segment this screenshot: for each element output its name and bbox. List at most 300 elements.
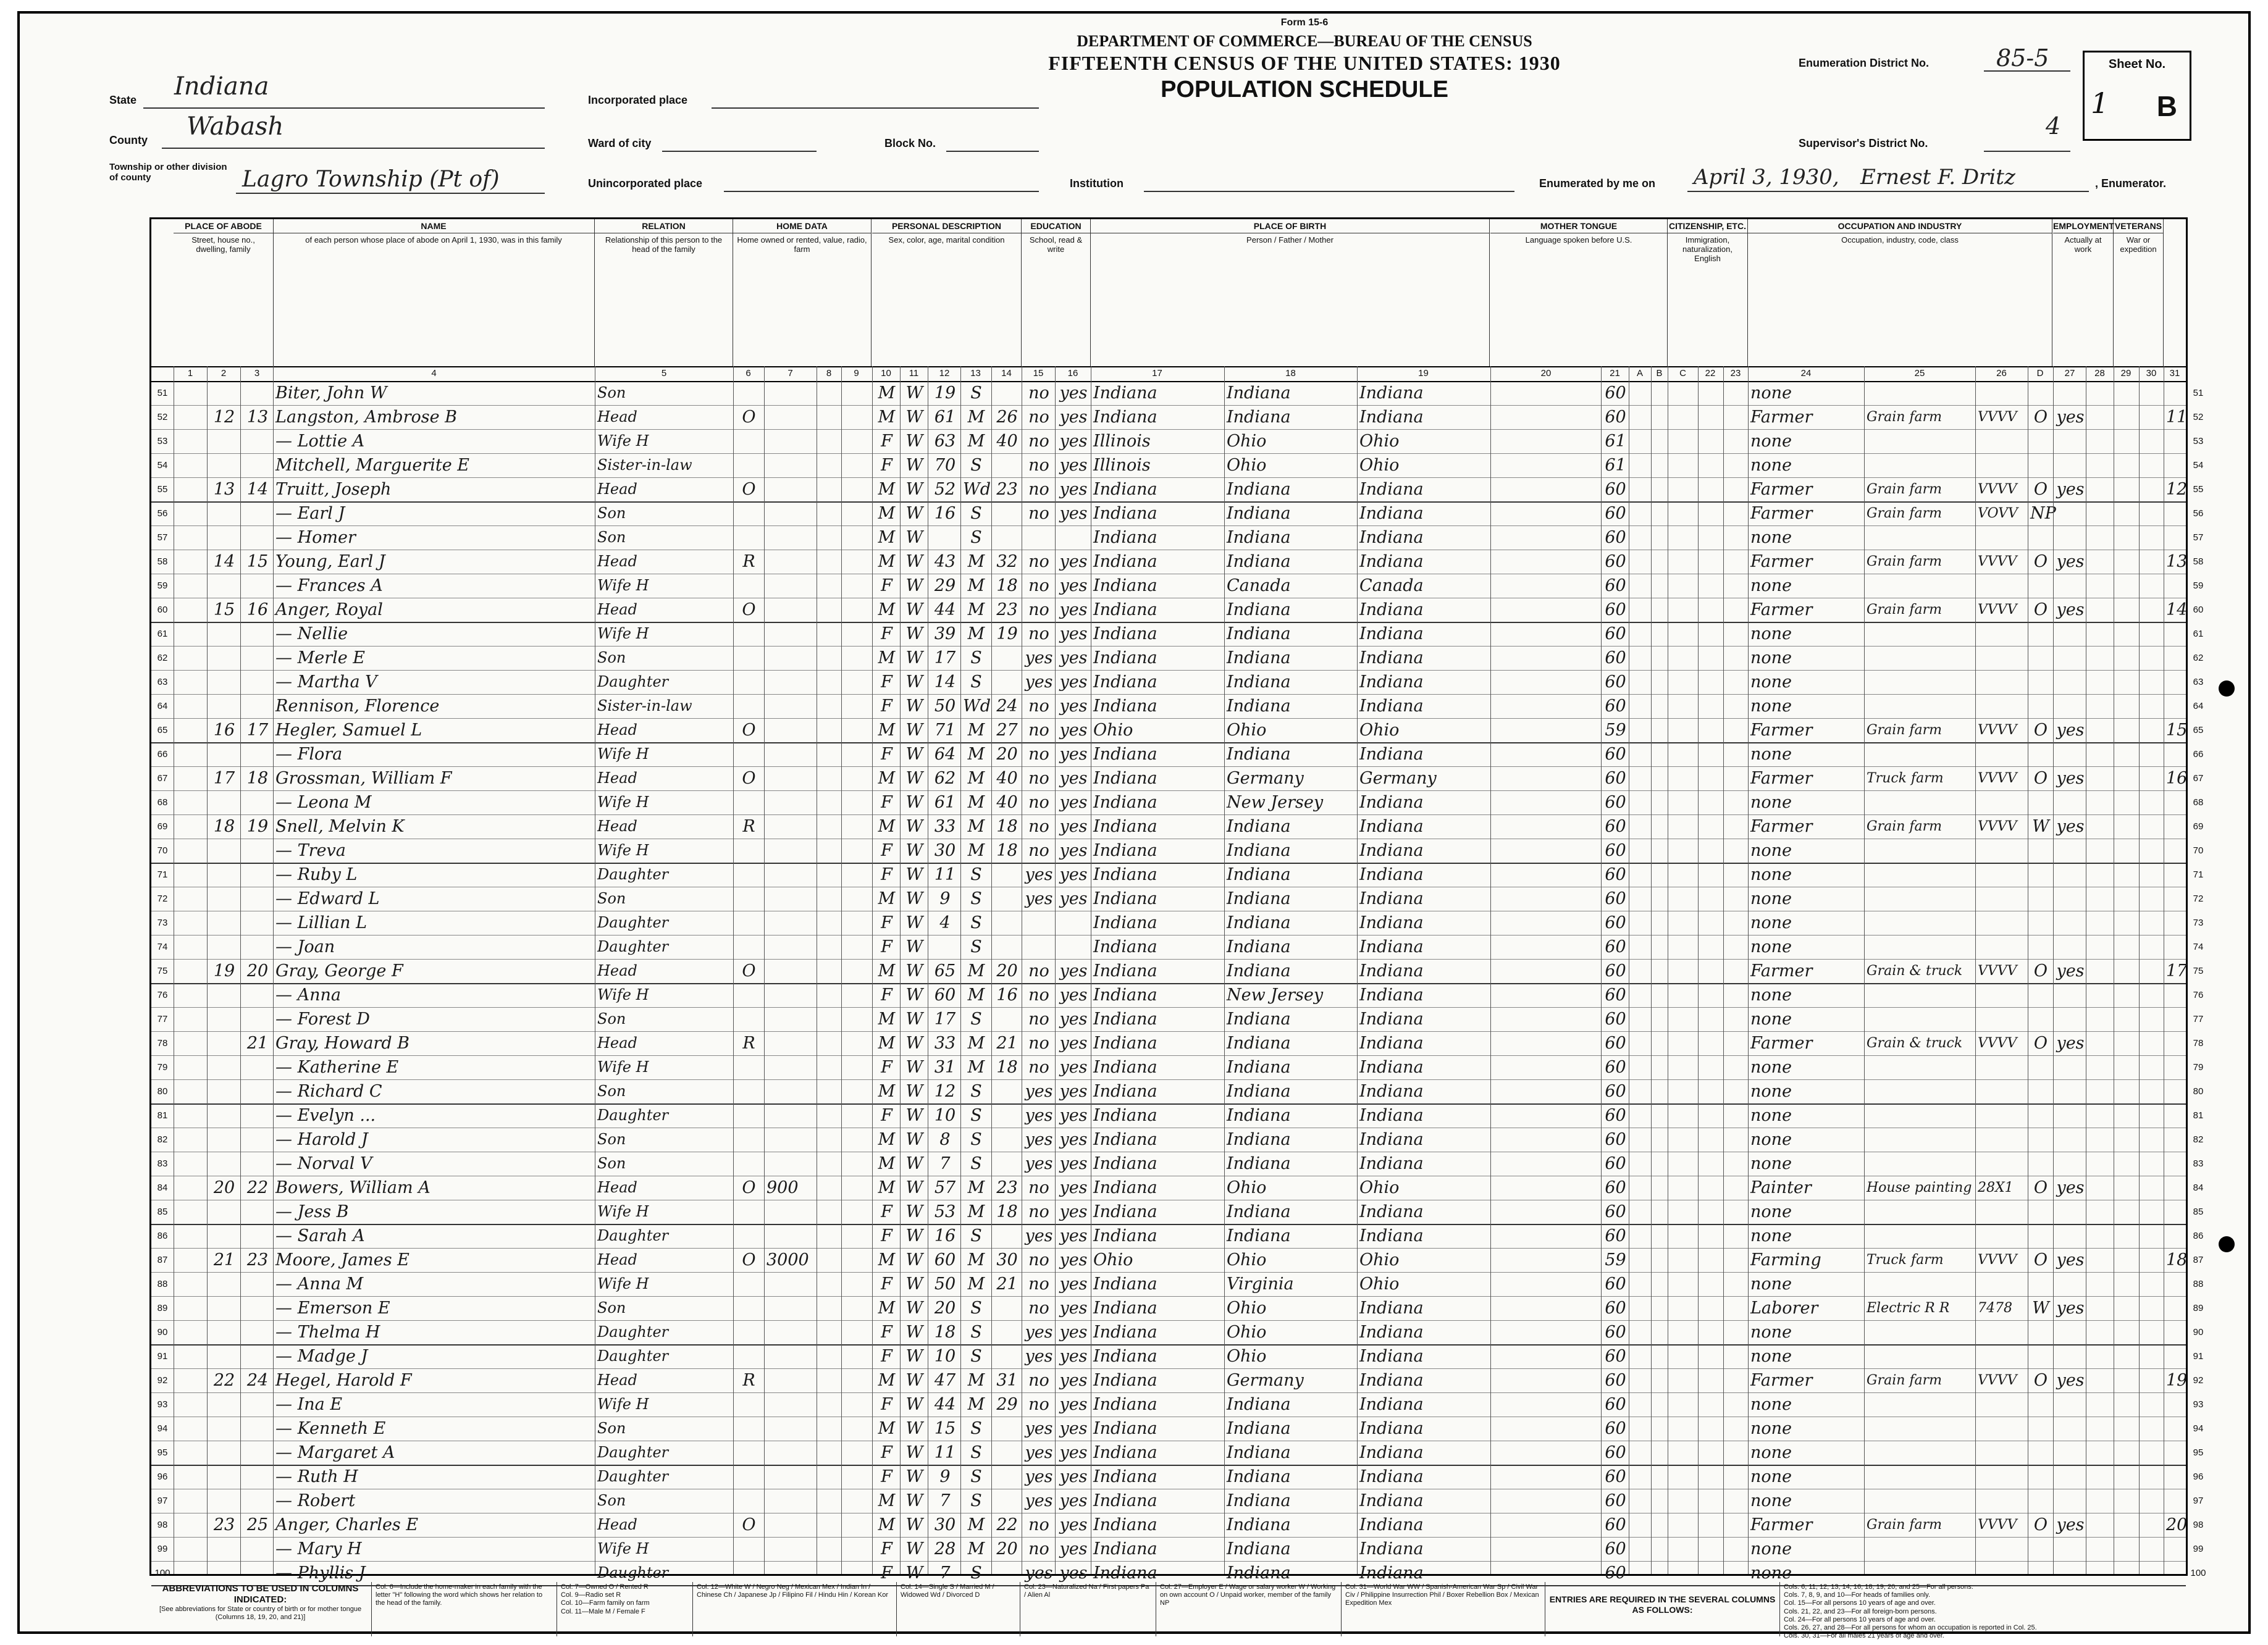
line-number: 98 (157, 1520, 168, 1530)
cell-own (736, 1489, 762, 1513)
cell-ms (994, 863, 1020, 887)
table-row (151, 574, 2204, 598)
cell-val (766, 574, 815, 598)
cell-read: yes (1059, 1154, 1088, 1173)
cell-sex: M (878, 817, 896, 836)
cell-cls (2030, 1417, 2051, 1441)
column-divider (1651, 366, 1652, 1574)
line-number-right: 52 (2193, 412, 2204, 422)
cell-ind (1867, 1537, 1974, 1561)
column-divider (1864, 366, 1865, 1574)
cell-mar: S (970, 1130, 982, 1149)
table-row (151, 1079, 2204, 1105)
cell-ms: 19 (996, 624, 1018, 643)
cell-dw (209, 525, 239, 550)
cell-mpob: Indiana (1359, 1563, 1424, 1583)
punch-hole (2219, 680, 2235, 697)
cell-color: W (905, 1443, 923, 1462)
cell-ind (1867, 911, 1974, 935)
cell-code: 60 (1605, 1371, 1626, 1390)
column-divider (1490, 366, 1491, 1574)
cell-occ: none (1750, 937, 1792, 956)
cell-name: Rennison, Florence (275, 697, 440, 716)
cell-farm (2166, 1296, 2185, 1320)
line-number-right: 58 (2193, 556, 2204, 567)
column-divider (1748, 366, 1749, 1574)
column-divider (273, 366, 274, 1574)
cell-fpob: Indiana (1227, 1491, 1291, 1510)
cell-ind (1867, 1128, 1974, 1152)
cell-mar: S (970, 1010, 982, 1029)
cell-pob: Indiana (1093, 408, 1157, 427)
cell-read: yes (1059, 1299, 1088, 1318)
abbrev-note: [See abbreviations for State or country of birth or for mother tongue (Columns 18, 19, 20, and 21)] (159, 1605, 362, 1622)
cell-age: 14 (934, 672, 956, 692)
cell-work (2056, 1441, 2085, 1465)
cell-mpob: Ohio (1359, 1250, 1400, 1270)
cell-rel: Son (597, 649, 626, 666)
cell-sex: M (878, 480, 896, 499)
cell-code: 60 (1605, 408, 1626, 427)
cell-fpob: Canada (1227, 576, 1291, 595)
line-number: 89 (157, 1303, 168, 1313)
cell-read: yes (1059, 624, 1088, 643)
cell-farm (2166, 1007, 2185, 1031)
cell-work: yes (2056, 961, 2085, 981)
cell-ocode: VVVV (1978, 1252, 2017, 1268)
column-group-description: Home owned or rented, value, radio, farm (737, 235, 867, 254)
cell-farm (2166, 1489, 2185, 1513)
line-number: 85 (157, 1207, 168, 1217)
cell-color: W (905, 961, 923, 981)
cell-dw: 20 (213, 1178, 235, 1197)
cell-sex: F (881, 672, 892, 692)
cell-mpob: Indiana (1359, 1395, 1424, 1414)
cell-ms (994, 1441, 1020, 1465)
cell-ind (1867, 646, 1974, 670)
cell-farm (2166, 1152, 2185, 1176)
cell-own (736, 1441, 762, 1465)
cell-val (766, 1103, 815, 1128)
cell-code: 60 (1605, 1443, 1626, 1462)
enumerated-date: April 3, 1930, (1694, 165, 1839, 190)
cell-sex: F (881, 1323, 892, 1342)
cell-name: — Lottie A (275, 432, 365, 451)
cell-val (766, 405, 815, 429)
line-number-right: 67 (2193, 773, 2204, 784)
cell-name: — Anna M (275, 1275, 364, 1294)
cell-pob: Indiana (1093, 648, 1157, 668)
schedule-title: POPULATION SCHEDULE (1161, 77, 1448, 103)
cell-mpob: Indiana (1359, 817, 1424, 836)
cell-fam: 17 (246, 721, 269, 740)
cell-sch: yes (1025, 1082, 1053, 1101)
cell-pob: Indiana (1093, 1419, 1157, 1438)
cell-cls (2030, 1441, 2051, 1465)
census-sheet (17, 11, 2251, 1640)
column-number: B (1656, 368, 1663, 379)
column-number: 10 (881, 368, 891, 379)
cell-work: yes (2056, 769, 2085, 788)
cell-name: Hegler, Samuel L (275, 721, 422, 740)
cell-ocode (1978, 646, 2026, 670)
cell-rel: Head (597, 1516, 637, 1533)
cell-color: W (905, 1539, 923, 1559)
col14-note: Col. 14—Single S / Married M / Widowed Wd / Divorced D (897, 1582, 1020, 1636)
line-number-right: 81 (2193, 1110, 2204, 1121)
cell-ocode (1978, 1152, 2026, 1176)
line-number: 99 (157, 1544, 168, 1554)
cell-read: yes (1059, 769, 1088, 788)
cell-fam (243, 1344, 272, 1368)
cell-fam (243, 887, 272, 911)
cell-sex: M (878, 1010, 896, 1029)
cell-fam (243, 453, 272, 477)
column-number: C (1679, 368, 1686, 379)
line-number-right: 98 (2193, 1520, 2204, 1530)
cell-occ: Farmer (1750, 552, 1813, 571)
cell-work (2056, 1417, 2085, 1441)
column-number: 14 (1001, 368, 1012, 379)
cell-code: 60 (1605, 841, 1626, 860)
cell-val (766, 1128, 815, 1152)
table-row (151, 1537, 2204, 1562)
cell-code: 60 (1605, 793, 1626, 812)
cell-mpob: Indiana (1359, 697, 1424, 716)
cell-age: 16 (934, 504, 956, 523)
cell-val (766, 1320, 815, 1344)
cell-age: 50 (934, 697, 956, 716)
cell-ind: House painting (1867, 1180, 1972, 1195)
cell-mpob: Indiana (1359, 504, 1424, 523)
cell-ind (1867, 863, 1974, 887)
cell-mar: S (970, 1226, 982, 1245)
cell-ms (994, 670, 1020, 694)
cell-mpob: Indiana (1359, 1419, 1424, 1438)
cell-ocode (1978, 887, 2026, 911)
cell-cls (2030, 670, 2051, 694)
cell-val (766, 983, 815, 1007)
cell-ms: 29 (996, 1395, 1018, 1414)
cell-mar: M (967, 1058, 985, 1077)
cell-code: 60 (1605, 1395, 1626, 1414)
census-table (149, 217, 2206, 1583)
cell-read: yes (1059, 1202, 1088, 1221)
cell-age: 19 (934, 383, 956, 403)
cell-own (736, 1079, 762, 1103)
cell-ms (994, 1224, 1020, 1248)
cell-ind (1867, 1489, 1974, 1513)
cell-ms: 23 (996, 480, 1018, 499)
cell-ind (1867, 1417, 1974, 1441)
enumerated-label: Enumerated by me on (1539, 177, 1656, 190)
cell-sch: no (1028, 1299, 1049, 1318)
cell-ocode (1978, 742, 2026, 766)
cell-work (2056, 1128, 2085, 1152)
cell-fpob: Ohio (1227, 1250, 1267, 1270)
cell-work (2056, 525, 2085, 550)
cell-ocode (1978, 453, 2026, 477)
cell-age: 20 (934, 1299, 956, 1318)
line-number: 86 (157, 1231, 168, 1241)
cell-ms: 20 (996, 745, 1018, 764)
cell-dw (209, 1441, 239, 1465)
cell-fpob: Indiana (1227, 480, 1291, 499)
cell-ms: 20 (996, 1539, 1018, 1559)
cell-ocode (1978, 1441, 2026, 1465)
cell-val (766, 477, 815, 501)
cell-code: 60 (1605, 1563, 1626, 1583)
cell-ind (1867, 381, 1974, 405)
cell-val (766, 453, 815, 477)
cell-fpob: Indiana (1227, 1202, 1291, 1221)
cell-dw (209, 670, 239, 694)
cell-val (766, 742, 815, 766)
line-number-right: 93 (2193, 1399, 2204, 1410)
cell-read: yes (1059, 986, 1088, 1005)
cell-fpob: Indiana (1227, 648, 1291, 668)
cell-ocode: VVVV (1978, 722, 2017, 738)
cell-sex: M (878, 408, 896, 427)
cell-age: 57 (934, 1178, 956, 1197)
cell-pob: Ohio (1093, 1250, 1133, 1270)
cell-rel: Son (597, 1131, 626, 1148)
line-number: 56 (157, 508, 168, 519)
table-row (151, 1176, 2204, 1200)
table-row (151, 1513, 2204, 1538)
column-divider (991, 366, 992, 1574)
cell-fpob: Indiana (1227, 817, 1291, 836)
cell-fam: 14 (246, 480, 269, 499)
cell-ocode (1978, 1007, 2026, 1031)
supervisor-district-value: 4 (2046, 112, 2061, 140)
cell-age: 30 (934, 841, 956, 860)
cell-ocode: VVVV (1978, 771, 2017, 786)
line-number: 83 (157, 1158, 168, 1169)
cell-read (1057, 935, 1090, 959)
form-number: Form 15-6 (1280, 17, 1329, 28)
column-number: 3 (254, 368, 260, 379)
cell-sch: yes (1025, 672, 1053, 692)
cell-age: 7 (939, 1154, 951, 1173)
cell-farm (2166, 1344, 2185, 1368)
cell-farm: 12 (2166, 480, 2188, 499)
cell-ocode: VVVV (1978, 819, 2017, 834)
cell-occ: none (1750, 1226, 1792, 1245)
cell-read: yes (1059, 1491, 1088, 1510)
cell-ms: 30 (996, 1250, 1018, 1270)
cell-read: yes (1059, 432, 1088, 451)
cell-work (2056, 1465, 2085, 1489)
cell-rel: Head (597, 480, 637, 498)
cell-color: W (905, 648, 923, 668)
column-number: 30 (2146, 368, 2157, 379)
line-number: 52 (157, 412, 168, 422)
cell-code: 60 (1605, 1178, 1626, 1197)
cell-color: W (905, 793, 923, 812)
cell-mar: M (967, 1395, 985, 1414)
cell-val (766, 646, 815, 670)
cell-sch: no (1028, 624, 1049, 643)
cell-fpob: Indiana (1227, 697, 1291, 716)
table-row (151, 1344, 2204, 1369)
cell-sch: no (1028, 408, 1049, 427)
cell-name: Moore, James E (275, 1250, 410, 1270)
cell-name: — Ina E (275, 1395, 343, 1414)
cell-fam (243, 501, 272, 525)
cell-ms (994, 887, 1020, 911)
cell-sch: no (1028, 1275, 1049, 1294)
cell-farm (2166, 1079, 2185, 1103)
cell-mar: S (970, 889, 982, 908)
table-row (151, 718, 2204, 743)
cell-read: yes (1059, 1250, 1088, 1270)
cell-mpob: Indiana (1359, 528, 1424, 547)
cell-mar: S (970, 1106, 982, 1125)
cell-own: O (742, 961, 756, 981)
table-row (151, 1441, 2204, 1466)
cell-name: — Norval V (275, 1154, 372, 1173)
cell-ocode (1978, 670, 2026, 694)
cell-pob: Indiana (1093, 624, 1157, 643)
cell-occ: none (1750, 1082, 1792, 1101)
line-number: 72 (157, 894, 168, 904)
cell-ocode: VVVV (1978, 963, 2017, 979)
line-number: 58 (157, 556, 168, 567)
table-row (151, 453, 2204, 478)
cell-mpob: Indiana (1359, 1491, 1424, 1510)
line-number-right: 87 (2193, 1255, 2204, 1265)
cell-ind (1867, 790, 1974, 814)
cell-val (766, 1055, 815, 1079)
cell-mpob: Indiana (1359, 1154, 1424, 1173)
cell-mar: S (970, 672, 982, 692)
line-number-right: 53 (2193, 436, 2204, 446)
cell-read: yes (1059, 1130, 1088, 1149)
cell-ocode (1978, 911, 2026, 935)
line-number: 64 (157, 701, 168, 711)
cell-cls: O (2033, 408, 2048, 427)
cell-ms (994, 911, 1020, 935)
cell-code: 60 (1605, 1491, 1626, 1510)
column-number: 1 (187, 368, 193, 379)
cell-ind: Truck farm (1867, 771, 1944, 786)
cell-name: — Sarah A (275, 1226, 365, 1245)
cell-pob: Indiana (1093, 1491, 1157, 1510)
cell-mar: S (970, 1299, 982, 1318)
column-number: 28 (2094, 368, 2105, 379)
cell-rel: Wife H (597, 625, 649, 642)
cell-color: W (905, 1010, 923, 1029)
cell-fam (243, 1079, 272, 1103)
column-number-row (151, 366, 2186, 382)
column-number: 20 (1540, 368, 1552, 379)
column-number: 2 (220, 368, 227, 379)
cell-occ: none (1750, 1491, 1792, 1510)
cell-sch: yes (1025, 648, 1053, 668)
cell-sex: M (878, 769, 896, 788)
cell-rel: Daughter (597, 1444, 669, 1461)
cell-sex: M (878, 721, 896, 740)
cell-val (766, 814, 815, 839)
cell-occ: none (1750, 1010, 1792, 1029)
cell-code: 60 (1605, 986, 1626, 1005)
cell-sex: F (881, 1058, 892, 1077)
cell-mar: M (967, 432, 985, 451)
table-row (151, 1224, 2204, 1249)
cell-rel: Head (597, 408, 637, 425)
table-row (151, 1031, 2204, 1056)
table-row (151, 959, 2204, 984)
cell-sch: no (1028, 1371, 1049, 1390)
cell-ms: 31 (996, 1371, 1018, 1390)
column-divider (1601, 366, 1602, 1574)
cell-fpob: Indiana (1227, 1082, 1291, 1101)
cell-fpob: Indiana (1227, 841, 1291, 860)
cell-farm (2166, 1417, 2185, 1441)
cell-code: 60 (1605, 889, 1626, 908)
cell-age: 18 (934, 1323, 956, 1342)
cell-sex: F (881, 1539, 892, 1559)
cell-mpob: Indiana (1359, 913, 1424, 932)
cell-fpob: Indiana (1227, 552, 1291, 571)
cell-fam (243, 1392, 272, 1417)
table-row (151, 501, 2204, 526)
cell-work: yes (2056, 552, 2085, 571)
cell-rel: Head (597, 553, 637, 570)
cell-color: W (905, 504, 923, 523)
cell-code: 60 (1605, 624, 1626, 643)
col27-note: Col. 27—Employer E / Wage or salary worker W / Working on own account O / Unpaid worker, member of the family NP (1156, 1582, 1342, 1636)
unincorporated-label: Unincorporated place (588, 177, 703, 190)
cell-ms (994, 646, 1020, 670)
abbrev-title: ABBREVIATIONS TO BE USED IN COLUMNS INDICATED: (162, 1583, 359, 1605)
cell-val (766, 1441, 815, 1465)
line-number-right: 80 (2193, 1086, 2204, 1097)
cell-ms: 23 (996, 1178, 1018, 1197)
cell-mpob: Indiana (1359, 624, 1424, 643)
cell-val (766, 501, 815, 525)
cell-read: yes (1059, 841, 1088, 860)
column-group-label: NAME (273, 219, 594, 233)
sheet-side: B (2156, 90, 2177, 122)
cell-farm: 17 (2166, 961, 2188, 981)
table-row (151, 1103, 2204, 1128)
cell-ms (994, 501, 1020, 525)
column-group-description: Person / Father / Mother (1246, 235, 1334, 245)
cell-color: W (905, 697, 923, 716)
cell-code: 59 (1605, 721, 1626, 740)
cell-ind (1867, 887, 1974, 911)
cell-ind (1867, 1007, 1974, 1031)
cell-rel: Wife H (597, 1203, 649, 1220)
cell-ind (1867, 1272, 1974, 1296)
cell-color: W (905, 721, 923, 740)
cell-read: yes (1059, 1323, 1088, 1342)
cell-mar: M (967, 1371, 985, 1390)
cell-fam: 16 (246, 600, 269, 619)
cell-code: 60 (1605, 1347, 1626, 1366)
cell-fpob: Indiana (1227, 528, 1291, 547)
cell-mpob: Ohio (1359, 1178, 1400, 1197)
cell-fam (243, 1007, 272, 1031)
cell-cls (2030, 1055, 2051, 1079)
table-row (151, 646, 2204, 671)
cell-rel: Wife H (597, 577, 649, 594)
cell-occ: Farmer (1750, 1371, 1813, 1390)
table-row (151, 1248, 2204, 1273)
cell-occ: none (1750, 1539, 1792, 1559)
